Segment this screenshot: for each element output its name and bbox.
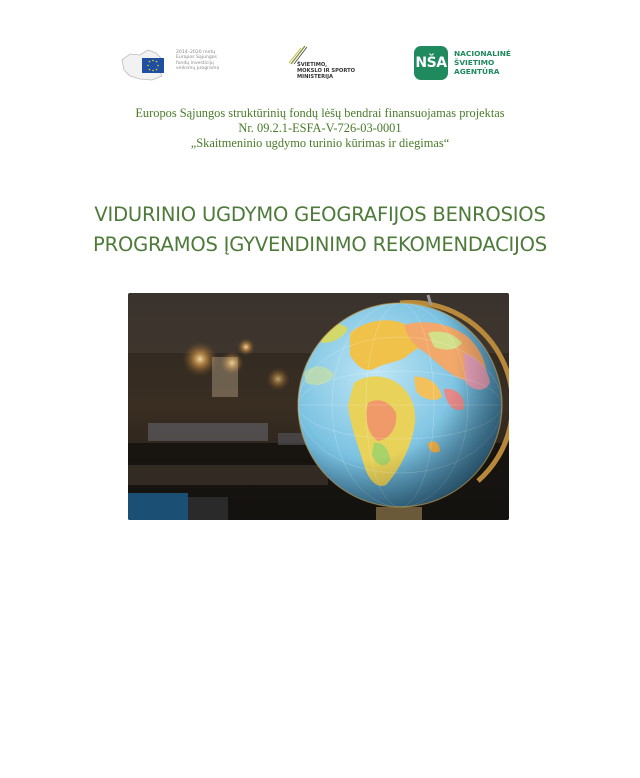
logo-bar	[0, 42, 640, 88]
title-line-2: PROGRAMOS ĮGYVENDINIMO REKOMENDACIJOS	[93, 233, 547, 256]
globe-illustration	[128, 293, 509, 520]
project-funding-line: Europos Sąjungos struktūrinių fondų lėšų bendrai finansuojamas projektas	[135, 106, 505, 120]
nsa-logo-text	[454, 50, 511, 76]
document-title	[0, 200, 640, 260]
title-line-1: VIDURINIO UGDYMO GEOGRAFIJOS BENROSIOS	[94, 203, 546, 226]
ministry-logo	[280, 44, 390, 88]
eu-logo-line: veiksmų programa	[176, 66, 220, 72]
eu-logo-line: 2014–2020 metų	[176, 50, 216, 55]
nsa-logo	[414, 44, 534, 84]
ministry-logo-line: MOKSLO IR SPORTO	[297, 68, 356, 75]
eu-logo-line: fondų investicijų	[176, 60, 214, 66]
project-number: Nr. 09.2.1-ESFA-V-726-03-0001	[238, 121, 402, 135]
ministry-logo-text	[297, 62, 355, 81]
ministry-logo-line: MINISTERIJA	[297, 74, 334, 81]
eu-map-icon	[118, 46, 176, 84]
nsa-badge: NŠA	[414, 46, 448, 80]
eu-logo-text	[176, 50, 258, 72]
nsa-logo-line: AGENTŪRA	[454, 66, 500, 76]
nsa-logo-line: NACIONALINĖ	[454, 49, 511, 58]
eu-logo-line: Europos Sąjungos	[176, 55, 217, 61]
nsa-logo-line: ŠVIETIMO	[454, 57, 495, 67]
project-name: „Skaitmeninio ugdymo turinio kūrimas ir diegimas“	[190, 136, 450, 150]
project-info	[0, 106, 640, 151]
ministry-logo-line: ŠVIETIMO,	[297, 62, 328, 68]
eu-funds-logo	[118, 46, 258, 84]
globe-photo	[128, 293, 509, 520]
